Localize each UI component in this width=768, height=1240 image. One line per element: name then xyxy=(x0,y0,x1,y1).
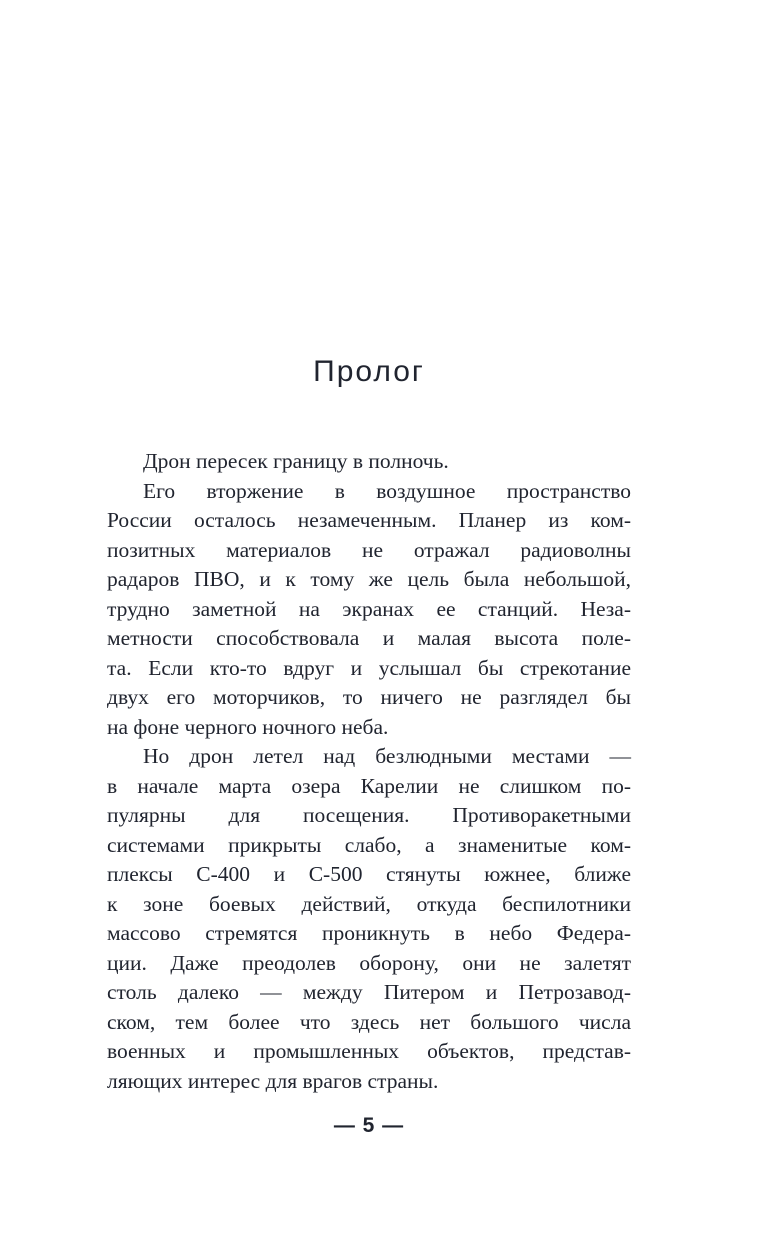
text-line: Его вторжение в воздушное пространство xyxy=(143,478,631,503)
text-line: столь далеко — между Питером и Петрозавод- xyxy=(107,980,631,1004)
text-line: та. Если кто-то вдруг и услышал бы стрекотание xyxy=(107,655,631,680)
text-line: Дрон пересек границу в полночь. xyxy=(143,449,449,473)
text-line: на фоне черного ночного неба. xyxy=(107,714,389,739)
body-text xyxy=(107,447,631,1096)
text-line: военных и промышленных объектов, представ- xyxy=(107,1039,631,1063)
text-line: Но дрон летел над безлюдными местами — xyxy=(143,744,631,768)
text-line: ляющих интерес для врагов страны. xyxy=(107,1068,439,1093)
text-line: метности способствовала и малая высота поле- xyxy=(107,626,631,650)
text-line: массово стремятся проникнуть в небо Федера- xyxy=(107,921,631,945)
text-line: к зоне боевых действий, откуда беспилотники xyxy=(107,891,631,916)
paragraph xyxy=(107,742,631,1096)
text-line: позитных материалов не отражал радиоволны xyxy=(107,537,631,562)
text-line: системами прикрыты слабо, а знаменитые ком- xyxy=(107,832,631,857)
page-number: — 5 — xyxy=(333,1114,405,1137)
text-line: в начале марта озера Карелии не слишком по- xyxy=(107,773,631,798)
paragraph xyxy=(107,447,631,477)
text-line: ском, тем более что здесь нет большого числа xyxy=(107,1009,631,1034)
paragraph xyxy=(107,477,631,743)
text-line: радаров ПВО, и к тому же цель была небольшой, xyxy=(107,567,631,591)
text-line: пулярны для посещения. Противоракетными xyxy=(107,803,631,827)
text-line: ции. Даже преодолев оборону, они не залетят xyxy=(107,950,631,975)
chapter-title: Пролог xyxy=(313,355,425,388)
text-line: плексы С-400 и С-500 стянуты южнее, ближе xyxy=(107,862,631,886)
text-line: трудно заметной на экранах ее станций. Неза- xyxy=(107,596,631,621)
text-line: России осталось незамеченным. Планер из ком- xyxy=(107,508,631,532)
text-line: двух его моторчиков, то ничего не разглядел бы xyxy=(107,685,631,709)
